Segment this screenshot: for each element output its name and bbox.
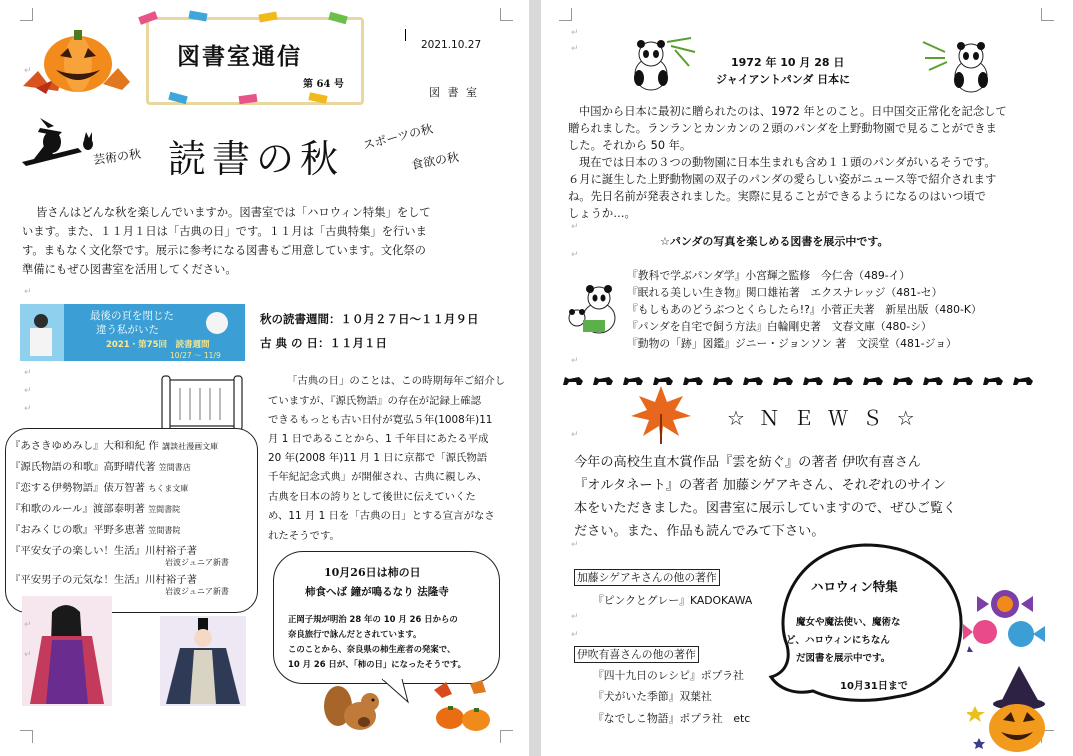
reader-figure-icon (30, 328, 52, 356)
panda-text-line: 中国から日本に最初に贈られたのは、1972 年とのこと。日中国交正常化を記念して (579, 105, 1007, 118)
book-publisher: 笠間書院 (148, 526, 181, 535)
panda-heading: ジャイアントパンダ 日本に (716, 73, 851, 86)
book-publisher: 笠間書院 (148, 505, 181, 514)
book-item (10, 521, 180, 536)
book-title: 『恋する伊勢物語』俵万智著 (10, 482, 146, 494)
issuer-name: 図 書 室 (429, 86, 479, 99)
confetti-icon (239, 94, 258, 104)
panda-text-line: 現在では日本の３つの動物園に日本生まれも含め１１頭のパンダがいるそうです。 (579, 156, 996, 169)
intro-line: す。まもなく文化祭です。展示に参考になる図書もご用意しています。文化祭の (22, 244, 426, 257)
sports-autumn-label: スポーツの秋 (361, 121, 435, 153)
banner-line-1: 最後の頁を閉じた (90, 310, 174, 322)
jack-o-lantern-icon (967, 662, 1057, 754)
newsletter-page-left (0, 0, 529, 756)
ibuki-book: 『なでしこ物語』ポプラ社 etc (593, 712, 751, 725)
intro-line: 準備にもぜひ図書室を活用してください。 (22, 263, 237, 276)
panda-date: 1972 年 10 月 28 日 (731, 56, 845, 69)
paragraph-mark: ↵ (24, 66, 32, 76)
persimmon-text-line: このことから、奈良県の柿生産者の発案で、 (288, 644, 456, 654)
autumn-leaf-icon (629, 384, 693, 446)
book-item (10, 458, 191, 473)
book-title: 『平安男子の元気な！生活』川村裕子著 (10, 574, 198, 586)
book-item: 『パンダを自宅で飼う方法』白輪剛史著 文春文庫（480-シ） (627, 320, 932, 333)
panda-text-line: した。それから 50 年。 (568, 139, 692, 152)
paragraph-mark: ↵ (571, 630, 579, 640)
reader-figure-icon (34, 314, 48, 328)
book-publisher: 講談社漫画文庫 (162, 442, 219, 451)
paragraph-mark: ↵ (24, 404, 32, 414)
classics-text-line: 20 年(2008 年)11 月 1 日に京都で「源氏物語 (268, 452, 488, 464)
ibuki-book: 『犬がいた季節』双葉社 (593, 690, 712, 703)
news-text-line: 本をいただきました。図書室に展示していますので、ぜひご覧く (574, 501, 957, 516)
paragraph-mark: ↵ (24, 368, 32, 378)
book-publisher: 岩波ジュニア新書 (165, 587, 229, 596)
persimmon-text-line: 正岡子規が明治 28 年の 10 月 26 日からの (288, 614, 458, 624)
confetti-icon (328, 12, 347, 24)
paragraph-mark: ↵ (24, 386, 32, 396)
panda-reading-illustration (563, 282, 621, 336)
book-item: 『眠れる美しい生き物』関口雄祐著 エクスナレッジ（481-セ） (627, 286, 943, 299)
confetti-icon (168, 92, 187, 104)
newsletter-title: 図書室通信 (177, 43, 302, 70)
pumpkin-leaves-illustration (18, 16, 136, 96)
reading-week-banner (20, 304, 245, 361)
persimmon-text-line: 10 月 26 日が、「柿の日」になったそうです。 (288, 659, 466, 669)
ibuki-book: 『四十九日のレシピ』ポプラ社 (593, 669, 744, 682)
paragraph-mark: ↵ (571, 222, 579, 232)
halloween-text-line: 魔女や魔法使い、魔術な (796, 617, 901, 628)
paragraph-mark: ↵ (571, 430, 579, 440)
book-item: 『教科で学ぶパンダ学』小宮輝之監修 今仁舎（489-イ） (627, 269, 911, 282)
witch-silhouette-illustration (18, 118, 104, 178)
kato-works-heading: 加藤シゲアキさんの他の著作 (574, 569, 720, 586)
news-heading: ☆ Ｎ Ｅ Ｗ Ｓ ☆ (727, 406, 919, 430)
banner-line-2: 違う私がいた (96, 324, 159, 336)
classics-text-line: め、11 月 1 日を「古典の日」とする宣言がなさ (268, 510, 495, 522)
ibuki-works-heading: 伊吹有喜さんの他の著作 (574, 646, 699, 663)
book-publisher: 岩波ジュニア新書 (165, 558, 229, 567)
paragraph-mark: ↵ (24, 650, 32, 660)
candy-illustration (959, 586, 1047, 656)
haiku-line: 柿食へば 鐘が鳴るなり 法隆寺 (305, 586, 449, 598)
squirrel-illustration (322, 682, 388, 734)
book-publisher: 笠間書店 (158, 463, 191, 472)
book-title: 『平安女子の楽しい！生活』川村裕子著 (10, 545, 198, 557)
book-item (10, 542, 197, 557)
book-publisher: ちくま文庫 (148, 484, 189, 493)
book-item: 『もしもあのどうぶつとくらしたら!?』小菅正夫著 新星出版（480-K） (627, 303, 982, 316)
masthead-frame (146, 17, 364, 105)
reading-week-dates: 秋の読書週間：１０月２７日～１１月９日 (260, 312, 479, 326)
halloween-text-line: ど、ハロウィンにちなん (786, 635, 890, 646)
crop-mark (1041, 8, 1054, 21)
halloween-end-date: 10月31日まで (840, 681, 908, 692)
classics-text-line: 古典を日本の誇りとして後世に伝えていくた (268, 491, 476, 503)
book-item: 『動物の「跡」図鑑』ジニー・ジョンソン 著 文渓堂（481-ジョ） (627, 337, 957, 350)
art-autumn-label: 芸術の秋 (92, 146, 142, 168)
issue-number: 第 64 号 (303, 79, 344, 90)
confetti-icon (188, 10, 207, 21)
paragraph-mark: ↵ (571, 356, 579, 366)
book-title: 『源氏物語の和歌』高野晴代著 (10, 461, 156, 473)
panda-bamboo-illustration (919, 36, 997, 96)
classics-text-line: 千年紀記念式典」が開催され、古典に親しみ、 (268, 471, 488, 483)
classics-text-line: 月 1 日であることから、1 千年目にあたる平成 (268, 433, 489, 445)
book-title: 『おみくじの歌』平野多恵著 (10, 524, 146, 536)
classics-text-line: れたそうです。 (268, 530, 340, 542)
paragraph-mark: ↵ (571, 540, 579, 550)
emblem-icon (206, 312, 228, 334)
persimmon-day-heading: 10月26日は柿の日 (324, 566, 421, 579)
halloween-text-line: だ図書を展示中です。 (796, 653, 891, 664)
book-item (10, 479, 188, 494)
paragraph-mark: ↵ (24, 287, 32, 297)
crop-mark (559, 8, 572, 21)
panda-text-line: しょうか…。 (568, 207, 636, 220)
book-item (10, 500, 180, 515)
book-title: 『あさきゆめみし』大和和紀 作 (10, 440, 159, 452)
book-item (10, 571, 197, 586)
paragraph-mark: ↵ (24, 620, 32, 630)
kato-book: 『ピンクとグレー』KADOKAWA (593, 594, 753, 607)
confetti-icon (138, 11, 158, 25)
confetti-icon (258, 11, 277, 22)
paragraph-mark: ↵ (571, 612, 579, 622)
text-cursor (405, 29, 406, 41)
crop-mark (500, 8, 513, 21)
panda-text-line: ６月に誕生した上野動物園の双子のパンダの愛らしい姿がニュース等で紹介されます (568, 173, 997, 186)
book-item (10, 437, 218, 452)
confetti-icon (308, 92, 327, 104)
paragraph-mark: ↵ (571, 28, 579, 38)
intro-line: 皆さんはどんな秋を楽しんでいますか。図書室では「ハロウィン特集」をして (36, 206, 431, 219)
banner-line-3: 2021・第75回 読書週間 (106, 340, 210, 350)
book-title: 『和歌のルール』渡部泰明著 (10, 503, 145, 515)
classics-text-line: できるもっとも古い日付が寛弘５年(1008年)11 (268, 414, 493, 426)
newsletter-page-right (541, 0, 1073, 756)
paragraph-mark: ↵ (571, 250, 579, 260)
classics-text-line: ていますが、『源氏物語』の存在が記録上確認 (268, 395, 482, 407)
intro-line: います。また、１１月１日は「古典の日」です。１１月は「古典特集」を行いま (22, 225, 427, 238)
persimmon-illustration (430, 680, 498, 734)
halloween-title: ハロウィン特集 (811, 579, 898, 594)
crop-mark (20, 730, 33, 743)
news-text-line: ださい。また、作品も読んでみて下さい。 (574, 524, 825, 539)
banner-line-4: 10/27 ～ 11/9 (170, 351, 221, 360)
panda-text-line: ね。先日名前が発表されました。実際に見ることができるようになるのはいつ頃で (568, 190, 986, 203)
crop-mark (500, 730, 513, 743)
panda-bamboo-illustration (629, 36, 697, 94)
heian-lady-illustration (22, 596, 112, 706)
scroll-icon (160, 374, 244, 432)
persimmon-text-line: 奈良旅行で詠んだとされています。 (288, 629, 422, 639)
issue-date: 2021.10.27 (421, 39, 482, 51)
heian-man-illustration (160, 616, 246, 706)
classics-text-line: 「古典の日」のことは、この時期毎年ご紹介し (287, 375, 506, 387)
panda-exhibit-notice: ☆パンダの写真を楽しめる図書を展示中です。 (660, 235, 889, 248)
classics-day-date: 古 典 の 日：１１月１日 (260, 336, 388, 350)
news-text-line: 今年の高校生直木賞作品『雲を紡ぐ』の著者 伊吹有喜さん (574, 455, 922, 470)
paragraph-mark: ↵ (571, 44, 579, 54)
panda-text-line: 贈られました。ランランとカンカンの２頭のパンダを上野動物園で見ることができま (568, 122, 997, 135)
appetite-autumn-label: 食欲の秋 (410, 149, 460, 173)
news-text-line: 『オルタネート』の著者 加藤シゲアキさん、それぞれのサイン (574, 478, 946, 493)
reading-autumn-heading: 読書の秋 (168, 137, 345, 181)
